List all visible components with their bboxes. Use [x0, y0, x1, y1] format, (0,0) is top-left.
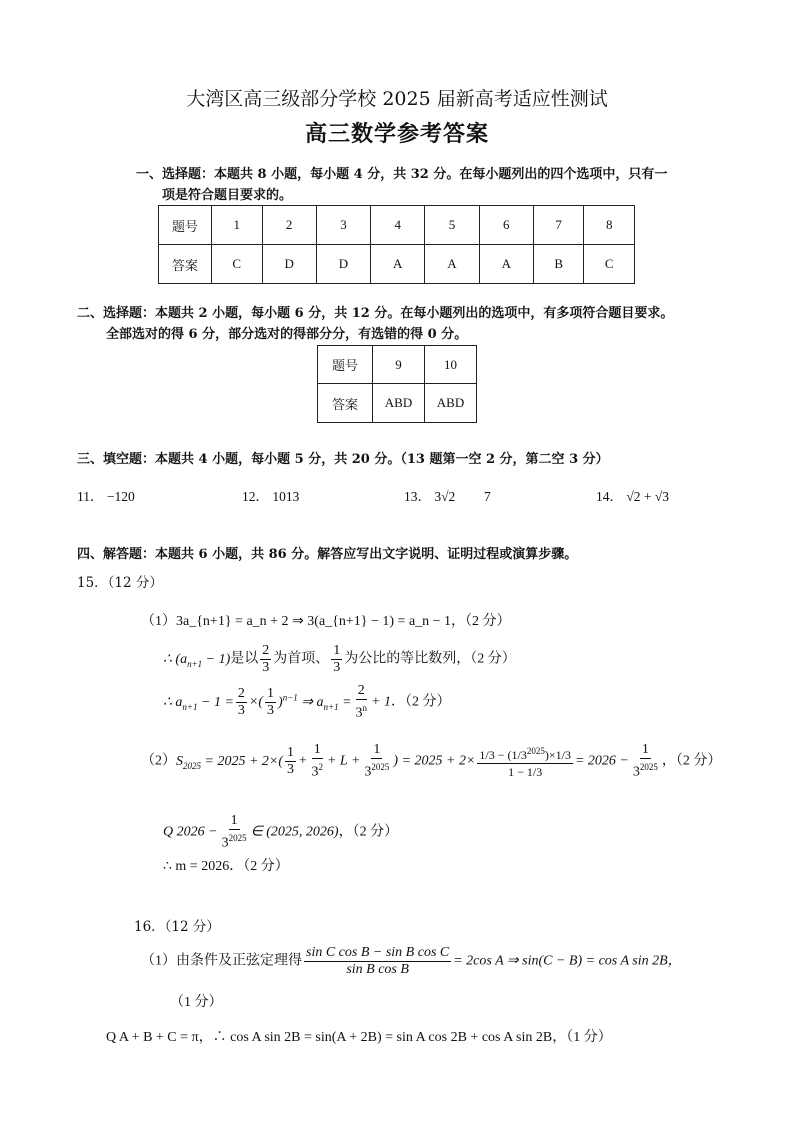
- row-label-question: 题号: [159, 206, 212, 245]
- table-cell: 6: [479, 206, 533, 245]
- answer-14: [596, 487, 669, 507]
- table-cell: B: [533, 245, 584, 284]
- q16-part1-line1: [141, 945, 682, 978]
- text: ，（2 分）: [661, 753, 722, 769]
- section1-heading-line2: 项是符合题目要求的。: [162, 188, 293, 203]
- table-cell: 9: [373, 346, 425, 384]
- table-cell: A: [371, 245, 425, 284]
- row-label-answer: 答案: [318, 384, 373, 423]
- answer-11-value: −120: [106, 489, 135, 504]
- table-cell: 3: [316, 206, 370, 245]
- table-cell: C: [212, 245, 263, 284]
- table-cell: 5: [425, 206, 479, 245]
- answer-key-title: 高三数学参考答案: [304, 121, 489, 147]
- table-cell: ABD: [425, 384, 477, 423]
- table-cell: D: [316, 245, 370, 284]
- table-cell: 1: [212, 206, 263, 245]
- section4-heading: 四、解答题：本题共 6 小题，共 86 分。解答应写出文字说明、证明过程或演算步骤。: [77, 547, 578, 562]
- fraction: $\frac{1}{3}$: [333, 643, 341, 675]
- fraction: $\frac{2}{3}$: [262, 643, 270, 675]
- row-label-answer: 答案: [159, 245, 212, 284]
- equation: ∴ $a_{n+1} - 1$ =: [163, 694, 234, 712]
- text: （1）由条件及正弦定理得: [141, 953, 302, 969]
- answer-13-first: 3√2: [434, 489, 456, 504]
- answer-12-value: 1013: [272, 489, 300, 504]
- table-cell: 4: [371, 206, 425, 245]
- answer-12: [242, 487, 299, 507]
- q15-part2-line1: $(2)S_{2025} = 2025 + 2\times$( $\frac{1}{3}$ + $\frac{1}{3^2}$ + L + $\frac{1}{3^{2025}}$ ) = 2025 + 2× $\frac{1/3 - (1/3^{2025})\times 1/3}{1 - 1/3}$ = 2026 − $\frac{1}{3^{2025}}$ ，（2 分）: [141, 742, 722, 780]
- answer-13: [404, 487, 491, 507]
- table-cell: A: [479, 245, 533, 284]
- answer-13-label: 13．: [404, 489, 431, 504]
- row-label-question: 题号: [318, 346, 373, 384]
- text: ．（2 分）: [390, 694, 451, 710]
- answer-12-label: 12．: [242, 489, 269, 504]
- text: = 2cos A ⇒ sin(C − B) = cos A sin 2B，: [453, 953, 682, 969]
- q15-part1-line2: [163, 643, 516, 676]
- text: 为公比的等比数列，（2 分）: [344, 651, 516, 667]
- section1-heading-line1: 一、选择题：本题共 8 小题，每小题 4 分，共 32 分。在每小题列出的四个选项中，只有一: [136, 167, 668, 182]
- table-cell: D: [262, 245, 316, 284]
- fraction: $\frac{\text{sin C cos B − sin B cos C}}{\text{sin B cos B}}$: [306, 945, 450, 977]
- q16-label: 16．（12 分）: [134, 919, 220, 935]
- answer-14-value: √2 + √3: [626, 489, 670, 504]
- table-cell: ABD: [373, 384, 425, 423]
- q16-part1-line2: （1 分）: [170, 995, 223, 1010]
- section2-heading-line2: 全部选对的得 6 分，部分选对的得部分分，有选错的得 0 分。: [106, 327, 468, 342]
- answer-13-second: 7: [484, 489, 491, 504]
- q15-part2-line3: ∴ m = 2026．（2 分）: [163, 859, 289, 874]
- section1-answer-table: [158, 205, 635, 284]
- table-cell: C: [584, 245, 635, 284]
- table-cell: 8: [584, 206, 635, 245]
- text: 是以: [230, 651, 259, 667]
- q15-label: 15．（12 分）: [77, 575, 163, 591]
- section2-answer-table: [317, 345, 477, 423]
- section3-heading: 三、填空题：本题共 4 小题，每小题 5 分，共 20 分。（13 题第一空 2 分，第二空 3 分）: [77, 452, 609, 467]
- answer-14-label: 14．: [596, 489, 623, 504]
- equation: ∴ $(a_{n+1} - 1)$: [163, 651, 231, 669]
- answer-11-label: 11．: [77, 489, 104, 504]
- table-cell: A: [425, 245, 479, 284]
- part-label: （2）: [141, 753, 176, 769]
- exam-title: 大湾区高三级部分学校 2025 届新高考适应性测试: [186, 88, 608, 110]
- answer-11: [77, 487, 135, 507]
- q16-part1-line3: Q A + B + C = π，∴ cos A sin 2B = sin(A + 2B) = sin A cos 2B + cos A sin 2B，（1 分）: [106, 1030, 612, 1045]
- table-cell: 7: [533, 206, 584, 245]
- table-cell: 2: [262, 206, 316, 245]
- q15-part1-line3: ∴ $a_{n+1} - 1$ = $\frac{2}{3}$ ×( $\frac{1}{3}$ )$^{n-1}$ ⇒ $a_{n+1}$ = $\frac{2}{3^n}$ + 1．（2 分）: [163, 683, 451, 721]
- section2-heading-line1: 二、选择题：本题共 2 小题，每小题 6 分，共 12 分。在每小题列出的选项中，有多项符合题目要求。: [77, 306, 674, 321]
- q15-part2-line2: Q 2026 − $\frac{1}{3^{2025}}$ ∈ (2025, 2026)，（2 分）: [163, 813, 399, 851]
- table-cell: 10: [425, 346, 477, 384]
- q15-part1-line1: （1）3a_{n+1} = a_n + 2 ⇒ 3(a_{n+1} − 1) = a_n − 1，（2 分）: [141, 614, 511, 629]
- text: ，（2 分）: [338, 824, 399, 840]
- text: 为首项、: [273, 651, 330, 667]
